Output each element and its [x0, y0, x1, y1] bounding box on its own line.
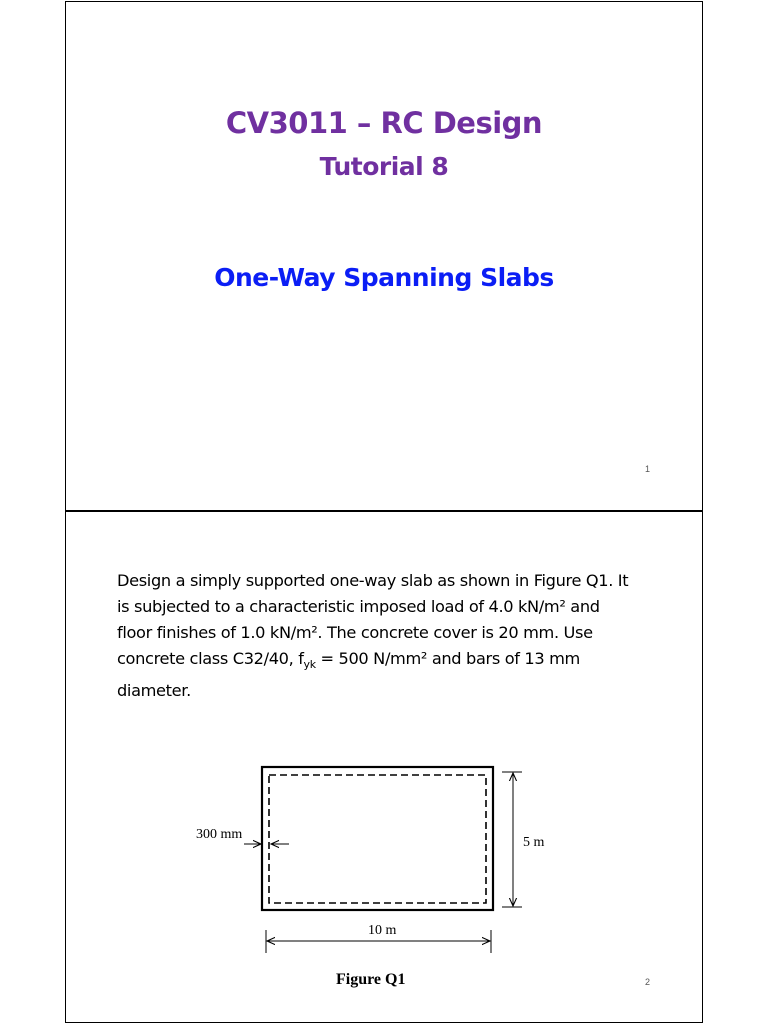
support-width-label: 300 mm	[196, 827, 243, 842]
height-label: 5 m	[523, 835, 545, 850]
problem-line-4-prefix: concrete class C32/40, f	[117, 649, 304, 668]
problem-line-4-suffix: = 500 N/mm² and bars of 13 mm	[315, 649, 580, 668]
tutorial-title: Tutorial 8	[319, 152, 449, 181]
slide-2	[65, 511, 703, 1023]
page-number: 1	[644, 464, 650, 474]
figure-caption: Figure Q1	[336, 971, 406, 988]
slab-outline	[262, 767, 493, 910]
width-label: 10 m	[368, 923, 397, 938]
problem-line-4	[117, 646, 677, 678]
slab-figure	[186, 760, 546, 1005]
slide-1	[65, 1, 703, 511]
page-number: 2	[644, 977, 650, 987]
fyk-subscript: yk	[303, 658, 316, 672]
problem-line-1: Design a simply supported one-way slab as shown in Figure Q1. It	[117, 571, 629, 590]
support-dashed-line	[269, 775, 486, 903]
problem-line-5: diameter.	[117, 681, 191, 701]
problem-line-3: floor finishes of 1.0 kN/m². The concrete cover is 20 mm. Use	[117, 623, 593, 642]
problem-line-2: is subjected to a characteristic imposed load of 4.0 kN/m² and	[117, 597, 600, 616]
course-title: CV3011 – RC Design	[225, 106, 543, 140]
problem-statement	[117, 568, 677, 704]
topic-title: One-Way Spanning Slabs	[214, 263, 554, 292]
